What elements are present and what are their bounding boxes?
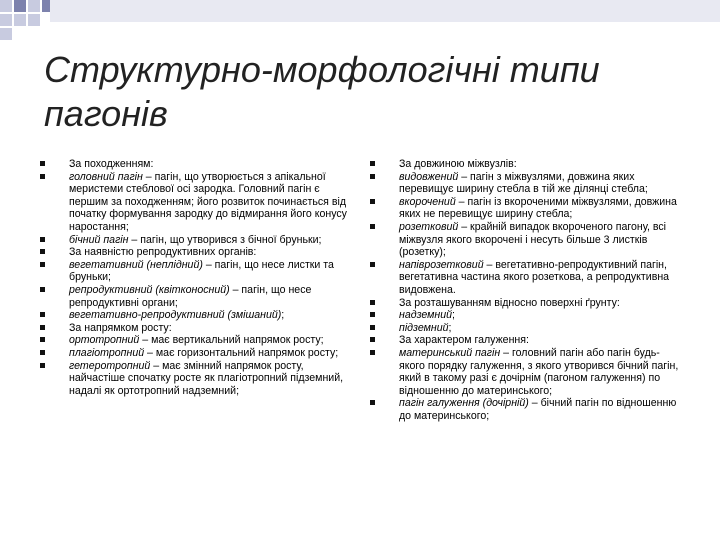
bullet-square-icon <box>40 312 45 317</box>
bullet-square-icon <box>40 287 45 292</box>
bullet-square-icon <box>40 262 45 267</box>
term-text: вкорочений <box>399 195 456 208</box>
decor-top-bar <box>50 0 720 22</box>
term-text: підземний <box>399 321 449 334</box>
decor-square <box>28 14 40 26</box>
item-text: – пагін, що утворюється з апікальної меристеми стеблової осі зародка. Головний пагін є першим за походженням; його розвиток починається від початку формування зародку до відмирання його конусу наростання; <box>69 170 347 233</box>
bullet-square-icon <box>40 325 45 330</box>
list-item <box>370 297 685 310</box>
slide-title: Структурно-морфологічні типи пагонів <box>44 49 600 134</box>
term-text: вегетативно-репродуктивний (змішаний) <box>69 309 282 322</box>
list-item <box>40 234 350 247</box>
item-text: – пагін, що утворився з бічної бруньки; <box>128 233 322 246</box>
decor-square <box>14 0 26 12</box>
list-item <box>40 246 350 259</box>
item-text: – має змінний напрямок росту, найчастіше спочатку росте як плагіотропний підземний, надалі як ортотропний надземний; <box>69 359 344 397</box>
list-item <box>370 322 685 335</box>
item-text: За характером галуження: <box>399 334 529 347</box>
list-item <box>40 158 350 171</box>
item-text: – пагін, що несе листки та бруньки; <box>69 258 334 284</box>
list-item <box>40 347 350 360</box>
bullet-square-icon <box>40 161 45 166</box>
term-text: розетковий <box>399 220 459 233</box>
term-text: гетеротропний <box>69 359 151 372</box>
item-text: – має вертикальний напрямок росту; <box>139 334 324 347</box>
item-text: – бічний пагін по відношенню до материнського; <box>399 397 677 422</box>
decor-square <box>0 28 12 40</box>
list-item <box>40 171 350 234</box>
bullet-square-icon <box>370 174 375 179</box>
decor-square <box>0 0 12 12</box>
term-text: материнський пагін <box>399 346 501 359</box>
bullet-square-icon <box>370 312 375 317</box>
bullet-square-icon <box>370 161 375 166</box>
right-column-list <box>370 158 685 422</box>
bullet-square-icon <box>370 224 375 229</box>
term-text: ортотропний <box>69 334 140 347</box>
bullet-square-icon <box>370 300 375 305</box>
term-text: плагіотропний <box>69 346 145 359</box>
term-text: пагін галуження (дочірній) <box>399 397 529 410</box>
term-text: головний пагін <box>69 170 143 183</box>
item-text: За наявністю репродуктивних органів: <box>69 246 257 259</box>
bullet-square-icon <box>370 199 375 204</box>
list-item <box>370 397 685 422</box>
list-item <box>370 196 685 221</box>
bullet-square-icon <box>370 325 375 330</box>
bullet-square-icon <box>40 350 45 355</box>
item-text: ; <box>281 309 285 322</box>
item-text: – пагін з міжвузлями, довжина яких перевищує ширину стебла в тій же ділянці стебла; <box>399 170 648 196</box>
item-text: – головний пагін або пагін будь-якого порядку галуження, з якого утворився бічний пагін, який в такому разі є дочірнім (пагоном галуження) по відношенню до материнського; <box>399 346 679 397</box>
list-item <box>370 171 685 196</box>
bullet-square-icon <box>370 350 375 355</box>
list-item <box>40 309 350 322</box>
list-item <box>370 259 685 297</box>
term-text: репродуктивний (квітконосний) <box>69 283 230 296</box>
term-text: надземний <box>399 309 453 322</box>
bullet-square-icon <box>40 237 45 242</box>
list-item <box>40 334 350 347</box>
bullet-square-icon <box>40 363 45 368</box>
list-item <box>370 347 685 397</box>
item-text: – вегетативно-репродуктивний пагін, вегетативна частина якого розеткова, а репродуктивна видовжена. <box>399 258 670 296</box>
decor-square <box>28 0 40 12</box>
list-item <box>370 158 685 171</box>
item-text: За довжиною міжвузлів: <box>399 158 517 170</box>
bullet-square-icon <box>370 262 375 267</box>
item-text: ; <box>452 309 455 322</box>
list-item <box>40 259 350 284</box>
list-item <box>370 334 685 347</box>
item-text: ; <box>448 321 452 334</box>
list-item <box>370 221 685 259</box>
left-column-list <box>40 158 350 397</box>
item-text: За розташуванням відносно поверхні ґрунту: <box>399 296 620 309</box>
bullet-square-icon <box>40 337 45 342</box>
item-text: – крайній випадок вкороченого пагону, всі міжвузля якого вкорочені і несуть більше 3 листків (розетку); <box>399 220 667 259</box>
item-text: – пагін із вкороченими міжвузлями, довжина яких не перевищує ширину стебла; <box>399 195 677 221</box>
term-text: видовжений <box>399 170 459 183</box>
item-text: За походженням: <box>69 158 154 170</box>
bullet-square-icon <box>370 400 375 405</box>
list-item <box>40 322 350 335</box>
item-text: За напрямком росту: <box>69 321 172 334</box>
item-text: – пагін, що несе репродуктивні органи; <box>69 283 312 309</box>
bullet-square-icon <box>370 337 375 342</box>
term-text: напіврозетковий <box>399 258 484 271</box>
item-text: – має горизонтальний напрямок росту; <box>144 346 339 359</box>
decor-square <box>0 14 12 26</box>
term-text: вегетативний (неплідний) <box>69 258 203 271</box>
decor-square <box>14 14 26 26</box>
term-text: бічний пагін <box>69 233 129 246</box>
bullet-square-icon <box>40 249 45 254</box>
bullet-square-icon <box>40 174 45 179</box>
list-item <box>40 360 350 398</box>
list-item <box>370 309 685 322</box>
list-item <box>40 284 350 309</box>
